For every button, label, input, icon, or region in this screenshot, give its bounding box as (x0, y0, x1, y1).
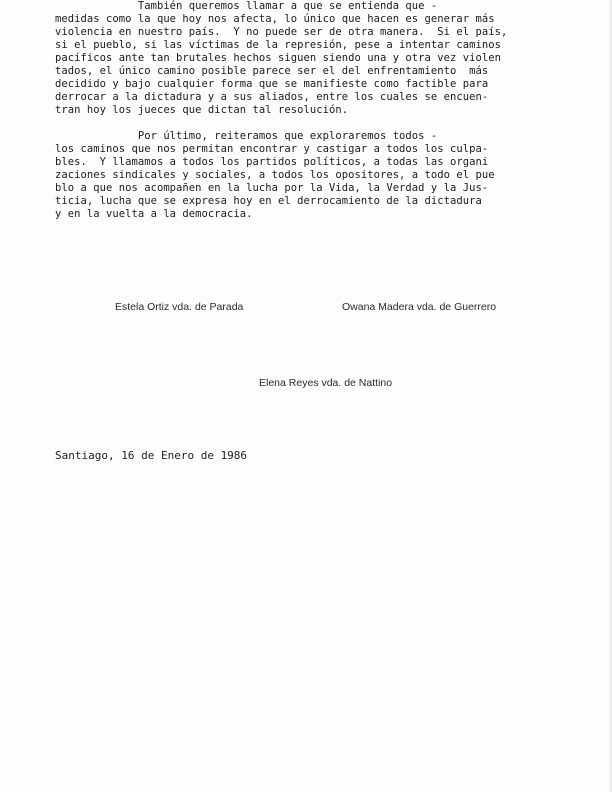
paragraph-1-line-8: derrocar a la dictadura y a sus aliados, entre los cuales se encuen- (55, 91, 489, 103)
paragraph-1-line-1: También queremos llamar a que se entienda que - (55, 0, 438, 12)
paragraph-1-line-3: violencia en nuestro país. Y no puede ser de otra manera. Si el país, (55, 26, 508, 38)
signature-owana-madera: Owana Madera vda. de Guerrero (342, 301, 497, 313)
paragraph-1-line-2: medidas como la que hoy nos afecta, lo único que hacen es generar más (55, 13, 495, 25)
signature-estela-ortiz: Estela Ortiz vda. de Parada (115, 301, 244, 313)
paragraph-2-line-3: bles. Y llamamos a todos los partidos políticos, a todas las organi (55, 156, 489, 168)
paragraph-2-line-2: los caminos que nos permitan encontrar y castigar a todos los culpa- (55, 143, 489, 155)
signature-elena-reyes: Elena Reyes vda. de Nattino (259, 377, 393, 389)
paragraph-1-line-5: pacíficos ante tan brutales hechos siguen siendo una y otra vez violen (55, 52, 502, 64)
paragraph-2-line-4: zaciones sindicales y sociales, a todos los opositores, a todo el pue (55, 169, 495, 181)
place-date-line: Santiago, 16 de Enero de 1986 (55, 449, 248, 462)
paragraph-1-line-6: tados, el único camino posible parece ser el del enfrentamiento más (55, 65, 489, 77)
page-edge-shadow (608, 0, 612, 792)
paragraph-1-line-7: decidido y bajo cualquier forma que se manifieste como factible para (55, 78, 489, 90)
paragraph-1-line-9: tran hoy los jueces que dictan tal resolución. (55, 104, 349, 116)
paragraph-2-line-6: ticia, lucha que se expresa hoy en el derrocamiento de la dictadura (55, 195, 482, 207)
paragraph-2-line-7: y en la vuelta a la democracia. (55, 208, 253, 220)
paragraph-2-line-1: Por último, reiteramos que exploraremos todos - (55, 130, 438, 142)
paragraph-2-line-5: blo a que nos acompañen en la lucha por la Vida, la Verdad y la Jus- (55, 182, 489, 194)
paragraph-1-line-4: si el pueblo, si las víctimas de la represión, pese a intentar caminos (55, 39, 502, 51)
